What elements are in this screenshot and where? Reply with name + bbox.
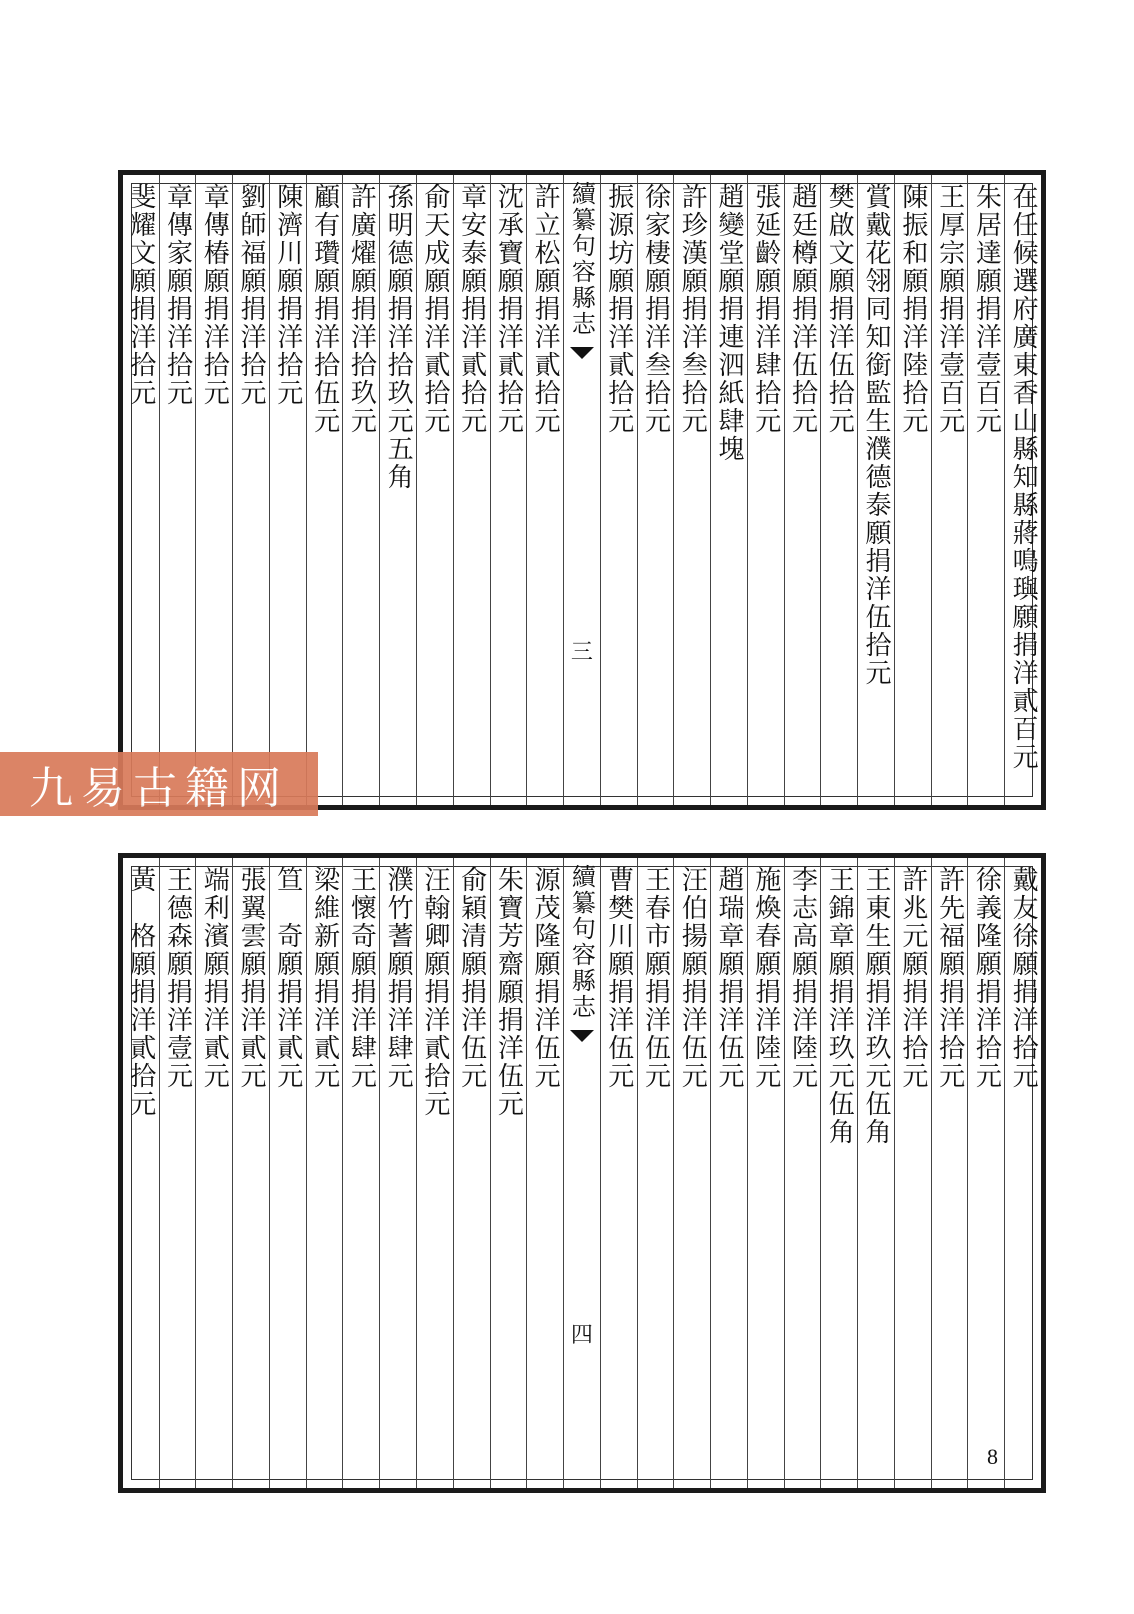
column-text: 端利濱願捐洋貳元 — [199, 866, 230, 1090]
text-column — [1004, 175, 1041, 805]
text-column — [600, 858, 637, 1488]
center-fold-column — [563, 175, 600, 805]
text-column — [342, 858, 379, 1488]
text-column — [894, 175, 931, 805]
text-column — [490, 858, 527, 1488]
leaf-number: 三 — [570, 640, 593, 665]
column-text: 源茂隆願捐洋伍元 — [530, 866, 561, 1090]
column-text: 許珍漢願捐洋叁拾元 — [677, 183, 708, 435]
column-text: 濮竹蓍願捐洋肆元 — [383, 866, 414, 1090]
fishtail-mark-icon — [570, 1030, 594, 1042]
text-column — [637, 858, 674, 1488]
text-column — [637, 175, 674, 805]
text-column — [526, 858, 563, 1488]
column-text: 朱居達願捐洋壹百元 — [971, 183, 1002, 435]
column-text: 劉師福願捐洋拾元 — [236, 183, 267, 407]
center-fold-column — [563, 858, 600, 1488]
text-column — [1004, 858, 1041, 1488]
text-column — [195, 858, 232, 1488]
column-text: 趙變堂願捐連泗紙肆塊 — [713, 183, 744, 463]
text-column — [967, 858, 1004, 1488]
text-column — [857, 175, 894, 805]
column-text: 顧有瓚願捐洋拾伍元 — [309, 183, 340, 435]
column-text: 朱寶芳齋願捐洋伍元 — [493, 866, 524, 1118]
text-column — [416, 858, 453, 1488]
text-column — [673, 175, 710, 805]
text-column — [857, 858, 894, 1488]
column-text: 振源坊願捐洋貳拾元 — [603, 183, 634, 435]
watermark-text: 九易古籍网 — [29, 763, 289, 814]
text-column — [710, 175, 747, 805]
column-text: 笪 奇願捐洋貳元 — [272, 866, 303, 1090]
text-column — [306, 858, 343, 1488]
page-number: 8 — [987, 1444, 998, 1469]
column-text: 許先福願捐洋拾元 — [934, 866, 965, 1090]
column-text: 陳振和願捐洋陸拾元 — [897, 183, 928, 435]
text-column — [416, 175, 453, 805]
text-column — [784, 858, 821, 1488]
column-text: 章安泰願捐洋貳拾元 — [456, 183, 487, 435]
column-text: 王春市願捐洋伍元 — [640, 866, 671, 1090]
text-column — [820, 858, 857, 1488]
text-column — [747, 858, 784, 1488]
text-column — [159, 175, 196, 805]
book-title: 續纂句容縣志 — [567, 181, 596, 337]
text-column — [747, 175, 784, 805]
leaf-number: 四 — [570, 1323, 593, 1348]
column-text: 趙瑞章願捐洋伍元 — [713, 866, 744, 1090]
column-text: 孫明德願捐洋拾玖元五角 — [383, 183, 414, 491]
column-text: 王厚宗願捐洋壹百元 — [934, 183, 965, 435]
column-text: 汪翰卿願捐洋貳拾元 — [419, 866, 450, 1118]
text-column — [379, 175, 416, 805]
column-text: 王懷奇願捐洋肆元 — [346, 866, 377, 1090]
text-column — [379, 858, 416, 1488]
column-text: 王德森願捐洋壹元 — [162, 866, 193, 1090]
text-column — [967, 175, 1004, 805]
column-text: 俞穎清願捐洋伍元 — [456, 866, 487, 1090]
text-column — [453, 175, 490, 805]
text-column — [342, 175, 379, 805]
column-text: 許立松願捐洋貳拾元 — [530, 183, 561, 435]
text-column — [232, 858, 269, 1488]
column-text: 梁維新願捐洋貳元 — [309, 866, 340, 1090]
text-column — [820, 175, 857, 805]
text-column — [490, 175, 527, 805]
column-text: 李志高願捐洋陸元 — [787, 866, 818, 1090]
watermark-banner — [0, 752, 318, 816]
text-column — [526, 175, 563, 805]
text-column — [269, 858, 306, 1488]
column-text: 曹樊川願捐洋伍元 — [603, 866, 634, 1090]
column-text: 汪伯揚願捐洋伍元 — [677, 866, 708, 1090]
text-column — [453, 858, 490, 1488]
bottom-page-frame — [118, 853, 1046, 1493]
book-title: 續纂句容縣志 — [567, 864, 596, 1020]
column-text: 王東生願捐洋玖元伍角 — [861, 866, 892, 1146]
column-text: 俞天成願捐洋貳拾元 — [419, 183, 450, 435]
text-column — [673, 858, 710, 1488]
column-text: 樊啟文願捐洋伍拾元 — [824, 183, 855, 435]
column-text: 徐義隆願捐洋拾元 — [971, 866, 1002, 1090]
column-text: 施煥春願捐洋陸元 — [750, 866, 781, 1090]
column-text: 斐耀文願捐洋拾元 — [125, 183, 156, 407]
text-column — [931, 175, 968, 805]
text-column — [600, 175, 637, 805]
text-column — [306, 175, 343, 805]
text-column — [195, 175, 232, 805]
text-column — [159, 858, 196, 1488]
column-text: 在任候選府廣東香山縣知縣蔣鳴璵願捐洋貳百元 — [1008, 183, 1039, 771]
text-column — [894, 858, 931, 1488]
text-column — [710, 858, 747, 1488]
column-text: 沈承寶願捐洋貳拾元 — [493, 183, 524, 435]
column-text: 黃 格願捐洋貳拾元 — [125, 866, 156, 1118]
column-text: 趙廷樽願捐洋伍拾元 — [787, 183, 818, 435]
column-text: 徐家棲願捐洋叁拾元 — [640, 183, 671, 435]
column-text: 張延齡願捐洋肆拾元 — [750, 183, 781, 435]
text-column — [269, 175, 306, 805]
column-text: 章傳家願捐洋拾元 — [162, 183, 193, 407]
column-text: 戴友徐願捐洋拾元 — [1008, 866, 1039, 1090]
text-column — [123, 175, 159, 805]
top-page-frame — [118, 170, 1046, 810]
column-text: 許廣燿願捐洋拾玖元 — [346, 183, 377, 435]
column-text: 張翼雲願捐洋貳元 — [236, 866, 267, 1090]
text-column — [784, 175, 821, 805]
column-text: 陳濟川願捐洋拾元 — [272, 183, 303, 407]
fishtail-mark-icon — [570, 347, 594, 359]
text-column — [232, 175, 269, 805]
column-text: 許兆元願捐洋拾元 — [897, 866, 928, 1090]
column-text: 王錦章願捐洋玖元伍角 — [824, 866, 855, 1146]
text-column — [931, 858, 968, 1488]
column-text: 章傳椿願捐洋拾元 — [199, 183, 230, 407]
text-column — [123, 858, 159, 1488]
column-text: 賞戴花翎同知銜監生濮德泰願捐洋伍拾元 — [861, 183, 892, 687]
